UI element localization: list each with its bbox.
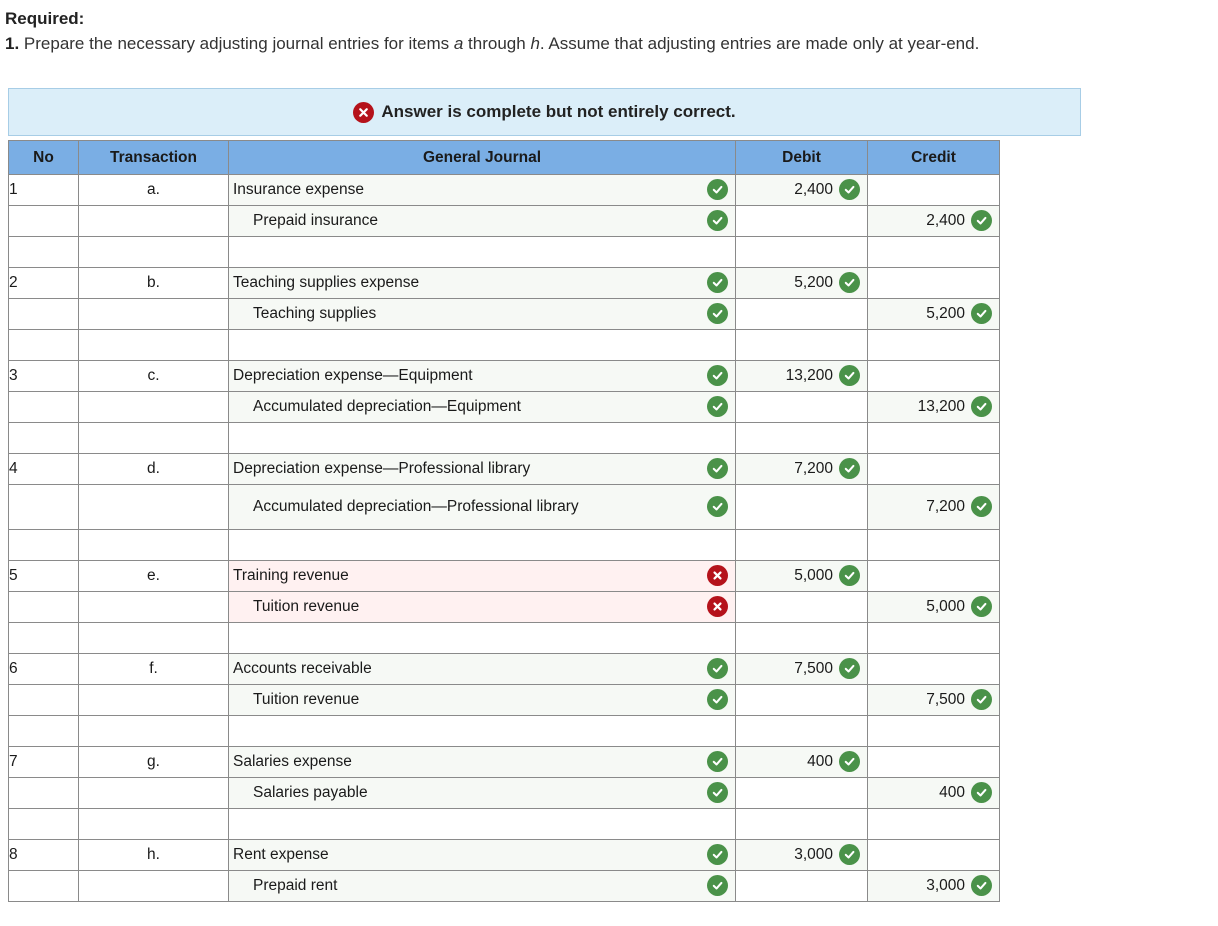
header-general-journal: General Journal xyxy=(229,141,736,175)
table-row xyxy=(9,268,1000,299)
credit-amount-cell[interactable] xyxy=(868,747,1000,778)
credit-account-cell[interactable] xyxy=(229,299,736,330)
entry-number-cell xyxy=(9,454,79,485)
transaction-cell xyxy=(79,361,229,392)
correct-check-icon xyxy=(707,303,728,324)
requirement-number: 1. xyxy=(5,34,20,53)
blank-cell[interactable] xyxy=(868,530,1000,561)
blank-cell[interactable] xyxy=(736,530,868,561)
credit-account-name[interactable]: Salaries payable xyxy=(253,784,368,801)
transaction-cell xyxy=(79,840,229,871)
transaction-cell xyxy=(79,485,229,530)
entry-number: 4 xyxy=(9,460,18,477)
correct-check-icon xyxy=(707,458,728,479)
correct-check-icon xyxy=(707,179,728,200)
debit-amount[interactable]: 5,200 xyxy=(794,274,833,291)
entry-number-cell xyxy=(9,268,79,299)
credit-amount[interactable]: 7,200 xyxy=(926,498,965,515)
debit-account-cell[interactable] xyxy=(229,361,736,392)
table-row xyxy=(9,206,1000,237)
transaction-cell xyxy=(79,685,229,716)
credit-account-name[interactable]: Tuition revenue xyxy=(253,598,360,615)
credit-amount[interactable]: 7,500 xyxy=(926,691,965,708)
credit-amount-cell[interactable] xyxy=(868,361,1000,392)
blank-cell[interactable] xyxy=(229,716,736,747)
debit-account-cell[interactable] xyxy=(229,840,736,871)
credit-amount-cell[interactable] xyxy=(868,175,1000,206)
blank-cell xyxy=(9,237,79,268)
x-circle-icon xyxy=(353,102,374,123)
transaction-cell xyxy=(79,299,229,330)
transaction-cell xyxy=(79,206,229,237)
entry-number-cell xyxy=(9,175,79,206)
blank-cell[interactable] xyxy=(229,423,736,454)
credit-amount[interactable]: 400 xyxy=(939,784,965,801)
credit-account-name[interactable]: Tuition revenue xyxy=(253,691,360,708)
entry-number: 1 xyxy=(9,181,18,198)
blank-cell[interactable] xyxy=(229,330,736,361)
correct-check-icon xyxy=(707,272,728,293)
entry-number: 5 xyxy=(9,567,18,584)
correct-check-icon xyxy=(707,210,728,231)
table-row xyxy=(9,654,1000,685)
requirement-text-part: . Assume that adjusting entries are made only at year-end. xyxy=(539,34,980,53)
credit-amount[interactable]: 3,000 xyxy=(926,877,965,894)
journal-entry-table xyxy=(8,140,1000,902)
transaction-label: f. xyxy=(149,660,158,677)
credit-amount[interactable]: 13,200 xyxy=(917,398,965,415)
blank-row xyxy=(9,623,1000,654)
correct-check-icon xyxy=(707,844,728,865)
table-header-row xyxy=(9,141,1000,175)
credit-account-cell[interactable] xyxy=(229,685,736,716)
requirement-text-part: Prepare the necessary adjusting journal entries for items xyxy=(19,34,454,53)
transaction-label: c. xyxy=(147,367,160,384)
transaction-label: h. xyxy=(147,846,160,863)
blank-cell[interactable] xyxy=(868,623,1000,654)
requirement-item-h: h xyxy=(530,34,540,53)
table-row xyxy=(9,299,1000,330)
table-row xyxy=(9,392,1000,423)
credit-amount-cell[interactable] xyxy=(868,206,1000,237)
correct-check-icon xyxy=(971,875,992,896)
correct-check-icon xyxy=(971,303,992,324)
debit-amount-cell[interactable] xyxy=(736,561,868,592)
debit-account-cell[interactable] xyxy=(229,654,736,685)
table-row xyxy=(9,175,1000,206)
blank-cell[interactable] xyxy=(229,237,736,268)
entry-number: 6 xyxy=(9,660,18,677)
debit-amount[interactable]: 13,200 xyxy=(785,367,833,384)
entry-number-cell xyxy=(9,592,79,623)
transaction-label: a. xyxy=(147,181,160,198)
debit-amount-cell[interactable] xyxy=(736,454,868,485)
header-debit: Debit xyxy=(736,141,868,175)
correct-check-icon xyxy=(707,689,728,710)
blank-row xyxy=(9,237,1000,268)
transaction-label: b. xyxy=(147,274,160,291)
entry-number-cell xyxy=(9,392,79,423)
debit-amount[interactable]: 3,000 xyxy=(794,846,833,863)
incorrect-x-icon xyxy=(707,596,728,617)
debit-amount-cell[interactable] xyxy=(736,485,868,530)
debit-account-cell[interactable] xyxy=(229,561,736,592)
debit-account-name[interactable]: Salaries expense xyxy=(233,753,352,770)
entry-number-cell xyxy=(9,840,79,871)
entry-number-cell xyxy=(9,299,79,330)
blank-cell xyxy=(79,330,229,361)
transaction-cell xyxy=(79,561,229,592)
entry-number-cell xyxy=(9,871,79,902)
transaction-cell xyxy=(79,454,229,485)
blank-row xyxy=(9,423,1000,454)
blank-cell xyxy=(9,809,79,840)
blank-row xyxy=(9,330,1000,361)
credit-amount-cell[interactable] xyxy=(868,840,1000,871)
debit-account-name[interactable]: Rent expense xyxy=(233,846,329,863)
credit-amount-cell[interactable] xyxy=(868,778,1000,809)
blank-cell xyxy=(9,330,79,361)
debit-amount-cell[interactable] xyxy=(736,392,868,423)
debit-account-cell[interactable] xyxy=(229,454,736,485)
answer-status-text: Answer is complete but not entirely correct. xyxy=(381,102,736,121)
debit-account-name[interactable]: Teaching supplies expense xyxy=(233,274,420,291)
credit-account-name[interactable]: Accumulated depreciation—Equipment xyxy=(253,398,521,415)
transaction-cell xyxy=(79,747,229,778)
entry-number-cell xyxy=(9,206,79,237)
debit-amount[interactable]: 400 xyxy=(807,753,833,770)
debit-amount-cell[interactable] xyxy=(736,778,868,809)
correct-check-icon xyxy=(839,658,860,679)
credit-amount-cell[interactable] xyxy=(868,871,1000,902)
transaction-cell xyxy=(79,592,229,623)
entry-number-cell xyxy=(9,361,79,392)
requirement-text-part: through xyxy=(463,34,531,53)
debit-amount[interactable]: 2,400 xyxy=(794,181,833,198)
entry-number-cell xyxy=(9,654,79,685)
incorrect-x-icon xyxy=(707,565,728,586)
debit-account-cell[interactable] xyxy=(229,175,736,206)
blank-cell xyxy=(79,623,229,654)
correct-check-icon xyxy=(839,844,860,865)
correct-check-icon xyxy=(839,272,860,293)
entry-number-cell xyxy=(9,778,79,809)
table-row xyxy=(9,485,1000,530)
table-row xyxy=(9,778,1000,809)
table-row xyxy=(9,592,1000,623)
credit-amount-cell[interactable] xyxy=(868,268,1000,299)
table-row xyxy=(9,454,1000,485)
debit-amount[interactable]: 7,200 xyxy=(794,460,833,477)
credit-amount-cell[interactable] xyxy=(868,592,1000,623)
debit-amount-cell[interactable] xyxy=(736,747,868,778)
blank-cell[interactable] xyxy=(736,330,868,361)
credit-amount-cell[interactable] xyxy=(868,299,1000,330)
entry-number-cell xyxy=(9,561,79,592)
correct-check-icon xyxy=(839,179,860,200)
requirement-item-a: a xyxy=(453,34,464,53)
transaction-cell xyxy=(79,175,229,206)
debit-account-name[interactable]: Accounts receivable xyxy=(233,660,372,677)
credit-amount[interactable]: 2,400 xyxy=(926,212,965,229)
debit-amount-cell[interactable] xyxy=(736,685,868,716)
correct-check-icon xyxy=(839,565,860,586)
correct-check-icon xyxy=(839,365,860,386)
correct-check-icon xyxy=(971,596,992,617)
credit-amount-cell[interactable] xyxy=(868,685,1000,716)
entry-number: 8 xyxy=(9,846,18,863)
blank-cell[interactable] xyxy=(736,423,868,454)
entry-number-cell xyxy=(9,485,79,530)
correct-check-icon xyxy=(707,396,728,417)
correct-check-icon xyxy=(971,689,992,710)
correct-check-icon xyxy=(707,658,728,679)
blank-cell xyxy=(9,623,79,654)
debit-amount-cell[interactable] xyxy=(736,299,868,330)
transaction-label: e. xyxy=(147,567,160,584)
transaction-cell xyxy=(79,654,229,685)
debit-account-name[interactable]: Insurance expense xyxy=(233,181,364,198)
table-row xyxy=(9,685,1000,716)
blank-cell xyxy=(79,423,229,454)
transaction-cell xyxy=(79,871,229,902)
debit-amount-cell[interactable] xyxy=(736,840,868,871)
blank-cell[interactable] xyxy=(229,809,736,840)
credit-account-name[interactable]: Teaching supplies xyxy=(253,305,377,322)
credit-amount-cell[interactable] xyxy=(868,454,1000,485)
credit-account-cell[interactable] xyxy=(229,778,736,809)
debit-amount[interactable]: 5,000 xyxy=(794,567,833,584)
table-row xyxy=(9,361,1000,392)
credit-account-name[interactable]: Accumulated depreciation—Professional library xyxy=(253,498,579,515)
blank-cell[interactable] xyxy=(229,623,736,654)
debit-amount-cell[interactable] xyxy=(736,654,868,685)
debit-account-name[interactable]: Depreciation expense—Professional library xyxy=(233,460,531,477)
debit-account-name[interactable]: Training revenue xyxy=(233,567,349,584)
blank-row xyxy=(9,716,1000,747)
credit-amount-cell[interactable] xyxy=(868,485,1000,530)
debit-account-cell[interactable] xyxy=(229,268,736,299)
blank-cell xyxy=(79,809,229,840)
blank-cell xyxy=(79,716,229,747)
debit-amount[interactable]: 7,500 xyxy=(794,660,833,677)
transaction-cell xyxy=(79,778,229,809)
credit-amount-cell[interactable] xyxy=(868,392,1000,423)
credit-account-cell[interactable] xyxy=(229,206,736,237)
correct-check-icon xyxy=(707,782,728,803)
debit-amount-cell[interactable] xyxy=(736,871,868,902)
header-credit: Credit xyxy=(868,141,1000,175)
blank-cell[interactable] xyxy=(736,237,868,268)
credit-account-name[interactable]: Prepaid insurance xyxy=(253,212,378,229)
debit-amount-cell[interactable] xyxy=(736,592,868,623)
transaction-label: g. xyxy=(147,753,160,770)
entry-number: 7 xyxy=(9,753,18,770)
entry-number-cell xyxy=(9,747,79,778)
credit-amount[interactable]: 5,000 xyxy=(926,598,965,615)
correct-check-icon xyxy=(971,496,992,517)
correct-check-icon xyxy=(971,210,992,231)
blank-cell xyxy=(9,716,79,747)
blank-cell xyxy=(79,237,229,268)
journal-body xyxy=(9,175,1000,902)
correct-check-icon xyxy=(971,782,992,803)
blank-cell[interactable] xyxy=(868,423,1000,454)
debit-amount-cell[interactable] xyxy=(736,268,868,299)
correct-check-icon xyxy=(707,875,728,896)
blank-row xyxy=(9,530,1000,561)
transaction-label: d. xyxy=(147,460,160,477)
correct-check-icon xyxy=(707,365,728,386)
answer-status-banner xyxy=(8,88,1081,136)
header-transaction: Transaction xyxy=(79,141,229,175)
debit-account-name[interactable]: Depreciation expense—Equipment xyxy=(233,367,473,384)
blank-cell[interactable] xyxy=(736,623,868,654)
blank-cell xyxy=(79,530,229,561)
entry-number-cell xyxy=(9,685,79,716)
blank-cell[interactable] xyxy=(868,716,1000,747)
requirement-text xyxy=(5,34,979,54)
credit-account-cell[interactable] xyxy=(229,592,736,623)
correct-check-icon xyxy=(839,458,860,479)
blank-row xyxy=(9,809,1000,840)
required-heading: Required: xyxy=(5,9,85,28)
blank-cell[interactable] xyxy=(736,716,868,747)
credit-account-cell[interactable] xyxy=(229,485,736,530)
credit-amount-cell[interactable] xyxy=(868,561,1000,592)
blank-cell[interactable] xyxy=(868,330,1000,361)
credit-account-cell[interactable] xyxy=(229,392,736,423)
transaction-cell xyxy=(79,268,229,299)
correct-check-icon xyxy=(707,496,728,517)
blank-cell xyxy=(9,423,79,454)
table-row xyxy=(9,561,1000,592)
credit-amount-cell[interactable] xyxy=(868,654,1000,685)
entry-number: 2 xyxy=(9,274,18,291)
credit-amount[interactable]: 5,200 xyxy=(926,305,965,322)
debit-account-cell[interactable] xyxy=(229,747,736,778)
debit-amount-cell[interactable] xyxy=(736,175,868,206)
blank-cell[interactable] xyxy=(868,237,1000,268)
header-no: No xyxy=(9,141,79,175)
blank-cell[interactable] xyxy=(736,809,868,840)
debit-amount-cell[interactable] xyxy=(736,206,868,237)
blank-cell[interactable] xyxy=(229,530,736,561)
transaction-cell xyxy=(79,392,229,423)
table-row xyxy=(9,871,1000,902)
correct-check-icon xyxy=(971,396,992,417)
credit-account-cell[interactable] xyxy=(229,871,736,902)
table-row xyxy=(9,747,1000,778)
table-row xyxy=(9,840,1000,871)
correct-check-icon xyxy=(839,751,860,772)
blank-cell[interactable] xyxy=(868,809,1000,840)
credit-account-name[interactable]: Prepaid rent xyxy=(253,877,338,894)
entry-number: 3 xyxy=(9,367,18,384)
debit-amount-cell[interactable] xyxy=(736,361,868,392)
correct-check-icon xyxy=(707,751,728,772)
blank-cell xyxy=(9,530,79,561)
